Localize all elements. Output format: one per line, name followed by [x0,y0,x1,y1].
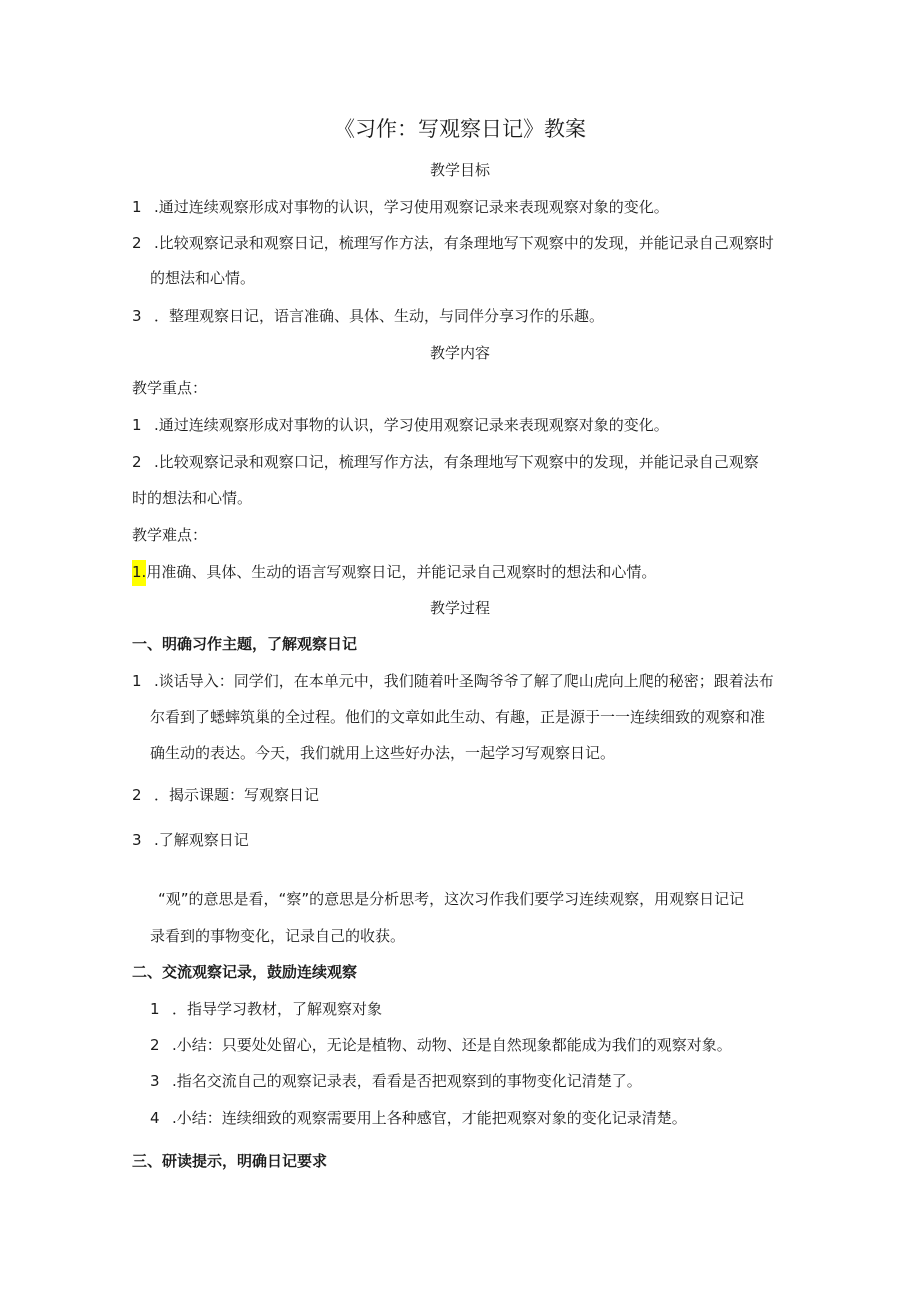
process-item [132,671,774,691]
process-number: 3 [150,1072,160,1090]
key-point-number: 2 [132,453,142,471]
difficulty-label: 教学难点： [132,526,208,544]
difficulty-text: 用准确、具体、生动的语言写观察日记，并能记录自己观察时的想法和心情。 [146,563,657,581]
goal-number: 2 [132,234,142,252]
process-text-continuation: 确生动的表达。今天，我们就用上这些好办法，一起学习写观察日记。 [150,744,616,762]
key-points-label: 教学重点： [132,379,208,397]
process-number: 3 [132,831,142,849]
process-text: ．指导学习教材，了解观察对象 [172,1000,383,1018]
process-number: 2 [132,786,142,804]
goal-item [132,306,604,326]
difficulty-item [132,562,656,586]
goal-number: 1 [132,198,142,216]
document-title: 《习作：写观察日记》教案 [334,117,586,141]
process-item [150,999,382,1019]
key-point-text-continuation: 时的想法和心情。 [132,489,253,507]
goal-number: 3 [132,307,142,325]
highlighted-number: 1. [132,560,146,586]
process-number: 2 [150,1036,160,1054]
goal-item [132,233,774,253]
goal-item [132,197,669,217]
key-point-text: .比较观察记录和观察口记，梳理写作方法，有条理地写下观察中的发现，并能记录自己观察 [154,453,759,471]
process-number: 1 [150,1000,160,1018]
section-heading-content: 教学内容 [429,344,490,362]
key-point-item [132,452,759,472]
process-text: .指名交流自己的观察记录表，看看是否把观察到的事物变化记清楚了。 [172,1072,642,1090]
paragraph-line: 录看到的事物变化，记录自己的收获。 [150,927,406,945]
section-heading-process: 教学过程 [429,599,490,617]
process-item [132,830,249,850]
process-item [150,1108,687,1128]
process-item [150,1035,732,1055]
process-text-continuation: 尔看到了蟋蟀筑巢的全过程。他们的文章如此生动、有趣，正是源于一一连续细致的观察和准 [150,708,766,726]
goal-text-continuation: 的想法和心情。 [150,269,256,287]
goal-text: .比较观察记录和观察日记，梳理写作方法，有条理地写下观察中的发现，并能记录自己观察时 [154,234,774,252]
process-text: ．揭示课题：写观察日记 [154,786,320,804]
process-item [132,785,319,805]
part-three-heading: 三、研读提示，明确日记要求 [132,1152,328,1170]
goal-text: .通过连续观察形成对事物的认识，学习使用观察记录来表现观察对象的变化。 [154,198,669,216]
process-text: .谈话导入：同学们，在本单元中，我们随着叶圣陶爷爷了解了爬山虎向上爬的秘密；跟着法布 [154,672,774,690]
paragraph-line: “观”的意思是看，“察”的意思是分析思考，这次习作我们要学习连续观察，用观察日记记 [158,890,745,908]
process-number: 4 [150,1109,160,1127]
key-point-item [132,415,669,435]
part-one-heading: 一、明确习作主题，了解观察日记 [132,635,358,653]
section-heading-goals: 教学目标 [429,161,490,179]
process-text: .小结：连续细致的观察需要用上各种感官，才能把观察对象的变化记录清楚。 [172,1109,687,1127]
key-point-text: .通过连续观察形成对事物的认识，学习使用观察记录来表现观察对象的变化。 [154,416,669,434]
process-text: .了解观察日记 [154,831,249,849]
key-point-number: 1 [132,416,142,434]
process-number: 1 [132,672,142,690]
process-text: .小结：只要处处留心，无论是植物、动物、还是自然现象都能成为我们的观察对象。 [172,1036,732,1054]
process-item [150,1071,642,1091]
part-two-heading: 二、交流观察记录，鼓励连续观察 [132,963,358,981]
goal-text: ．整理观察日记，语言准确、具体、生动，与同伴分享习作的乐趣。 [154,307,605,325]
